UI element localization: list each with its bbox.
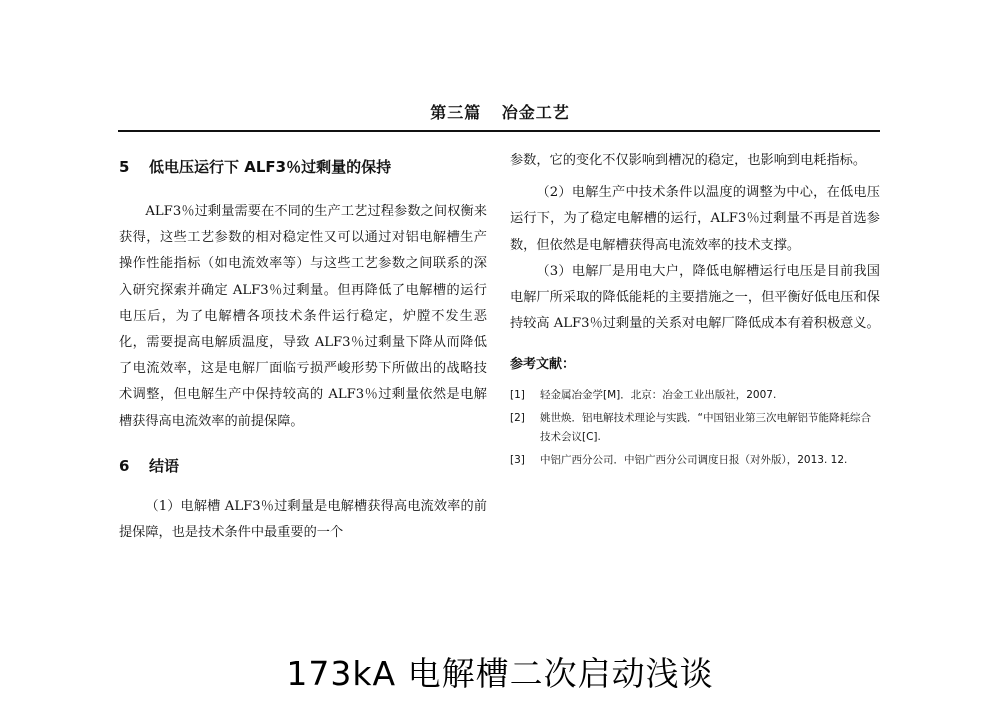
section-6-heading [119,454,487,478]
section-6-title: 结语 [149,456,180,475]
reference-item [510,386,880,405]
reference-number: [3] [510,454,525,467]
section-5-paragraph: ALF3％过剩量需要在不同的生产工艺过程参数之间权衡来获得，这些工艺参数的相对稳定性又可以通过对铝电解槽生产操作性能指标（如电流效率等）与这些工艺参数之间联系的深入研究探索并确定 ALF3％过剩量。但再降低了电解槽的运行电压后，为了电解槽各项技术条件运行稳定，炉膛不发生恶化，需要提高电解质温度，导致 ALF3％过剩量下降从而降低了电流效率，这是电解厂面临亏损严峻形势下所做出的战略技术调整，但电解生产中保持较高的 ALF3％过剩量依然是电解槽获得高电流效率的前提保障。 [119,204,487,429]
header-rule [118,130,880,132]
reference-text: 姚世焕．铝电解技术理论与实践．“中国铝业第三次电解铝节能降耗综合技术会议[C]. [540,412,871,444]
conclusion-paragraph-3: （3）电解厂是用电大户，降低电解槽运行电压是目前我国电解厂所采取的降低能耗的主要措施之一，但平衡好低电压和保持较高 ALF3％过剩量的关系对电解厂降低成本有着积极意义。 [510,263,880,332]
reference-number: [2] [510,412,525,425]
next-article-title: 173kA 电解槽二次启动浅谈 [286,654,714,693]
section-5-title: 低电压运行下 ALF3％过剩量的保持 [149,158,392,176]
references-heading: 参考文献： [510,357,576,373]
conclusion-paragraph-1-continued: 参数，它的变化不仅影响到槽况的稳定，也影响到电耗指标。 [510,153,867,168]
reference-text: 轻金属冶金学[M]．北京：冶金工业出版社，2007. [540,389,777,402]
reference-text: 中铝广西分公司．中铝广西分公司调度日报（对外版），2013. 12. [540,454,848,467]
section-6-number: 6 [119,456,130,475]
reference-item [510,451,880,470]
conclusion-paragraph-2: （2）电解生产中技术条件以温度的调整为中心，在低电压运行下，为了稳定电解槽的运行，ALF3％过剩量不再是首选参数，但依然是电解槽获得高电流效率的技术支撑。 [510,185,880,253]
conclusion-paragraph-1: （1）电解槽 ALF3％过剩量是电解槽获得高电流效率的前提保障，也是技术条件中最重要的一个 [119,498,487,541]
section-5-number: 5 [119,158,130,176]
running-header: 第三篇 冶金工艺 [430,103,570,122]
left-column [119,148,487,546]
reference-number: [1] [510,389,525,402]
reference-item [510,409,880,447]
references-list [510,386,880,470]
right-column [510,148,880,470]
section-5-heading [119,155,487,179]
